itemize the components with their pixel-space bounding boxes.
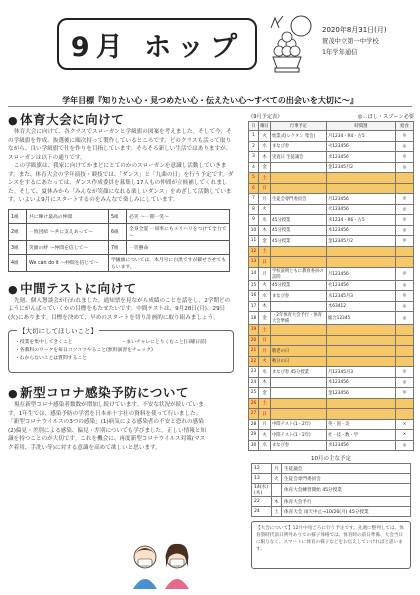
tip-item: ・各教科のワークを毎日コツコツやること(無料演習をチェック) [15, 348, 153, 353]
schedule-cell-g: ◎ [396, 141, 414, 152]
schedule-cell-w: 水 [259, 291, 271, 302]
schedule-cell-e: 45分授業 [271, 236, 327, 247]
table-row: 4組 We can do it ～仲間を信じて～ 学級旗については、本月号に白黒ですが載せさせてもらいます。 [9, 254, 230, 271]
schedule-cell-d: 27 [249, 409, 259, 420]
header-info [322, 25, 418, 58]
schedule-cell-g: ◎ [396, 162, 414, 173]
schedule-row [249, 162, 414, 173]
schedule-title: 《9月予定表》 [248, 114, 283, 120]
schedule-cell-d: 7 [249, 194, 259, 205]
schedule-cell-d: 15 [249, 280, 259, 291]
newsletter-title [57, 18, 257, 70]
tips-list [15, 339, 227, 363]
schedule-cell-d: 10 [249, 225, 259, 236]
september-schedule-table [248, 121, 414, 451]
schedule-cell-e [271, 173, 327, 184]
schedule-cell-w: 水 [259, 440, 271, 451]
schedule-cell-d: 20 [249, 335, 259, 346]
schedule-row [249, 312, 414, 325]
schedule-cell-t [327, 257, 396, 268]
schedule-cell-w: 水 [259, 141, 271, 152]
schedule-cell-e: まなび券 [271, 440, 327, 451]
october-row [252, 474, 411, 484]
schedule-cell-g [396, 173, 414, 184]
schedule-cell-e: 秋分の日 [271, 356, 327, 367]
schedule-cell-w: 木 [259, 377, 271, 388]
schedule-cell-w: 月 [259, 419, 271, 430]
schedule-cell-d: 14 [249, 267, 259, 280]
october-cell-d: 14(水)(木) [252, 484, 272, 497]
schedule-cell-w: 日 [259, 183, 271, 194]
schedule-cell-g: ◎ [396, 440, 414, 451]
schedule-cell-g [396, 246, 414, 257]
schedule-cell-w: 木 [259, 152, 271, 163]
schedule-cell-w: 金 [259, 388, 271, 399]
schedule-cell-d: 12 [249, 246, 259, 257]
schedule-cell-e [271, 388, 327, 399]
schedule-cell-w: 月 [259, 346, 271, 357]
schedule-cell-g [396, 346, 414, 357]
october-row [252, 484, 411, 497]
schedule-cell-t: 金123456 [327, 388, 396, 399]
schedule-cell-e [271, 183, 327, 194]
schedule-row [249, 246, 414, 257]
left-column [8, 110, 234, 452]
schedule-cell-e: まなび券 [271, 141, 327, 152]
schedule-cell-d: 21 [249, 346, 259, 357]
schedule-row [249, 430, 414, 441]
schedule-cell-g: ◎ [396, 377, 414, 388]
schedule-row [249, 346, 414, 357]
schedule-cell-d: 19 [249, 325, 259, 336]
tip-item: ・まいチャレにとりくむこと(日曜日前) [121, 340, 207, 345]
schedule-cell-t [327, 246, 396, 257]
schedule-cell-t: 木123456 [327, 225, 396, 236]
schedule-cell-g: ◎ [396, 152, 414, 163]
issue-label: 1年学年通信 [322, 49, 358, 56]
october-cell-d: 22 [252, 497, 272, 507]
schedule-cell-g: ◎ [396, 291, 414, 302]
schedule-row [249, 367, 414, 378]
schedule-row [249, 131, 414, 142]
schedule-row [249, 236, 414, 247]
schedule-cell-w: 火 [259, 131, 271, 142]
october-cell-e: 体育大会予行 [282, 497, 411, 507]
schedule-cell-e [271, 257, 327, 268]
schedule-cell-e: 中間テスト(1・2年) [271, 419, 327, 430]
schedule-cell-t: 月12345月3 [327, 367, 396, 378]
memo-text: 【大会について】12月中旬ごろに行う予定です。先週に整列しては、体育祭時代前日例外ありでの様子体格では、体育時の前日準備、大会当日に限りなく、スマートに体育の様子などをお伝えしていければと思います。 [256, 526, 404, 552]
tips-box [8, 327, 234, 373]
schedule-cell-g: ◎ [396, 301, 414, 312]
schedule-cell-e [271, 246, 327, 257]
schedule-row [249, 141, 414, 152]
october-cell-d: 13 [252, 474, 272, 484]
schedule-row [249, 356, 414, 367]
schedule-cell-g [396, 335, 414, 346]
schedule-cell-g: ◎ [396, 131, 414, 142]
schedule-row [249, 377, 414, 388]
masked-students-illustration [127, 541, 197, 589]
schedule-row [249, 267, 414, 280]
schedule-cell-w: 月 [259, 267, 271, 280]
october-cell-e: 生徒議会 [282, 464, 411, 474]
october-row [252, 507, 411, 517]
schedule-cell-e: まなび券 [271, 291, 327, 302]
schedule-cell-t: 火123456 [327, 204, 396, 215]
issue-date: 2020年8月31日(月) [322, 26, 387, 34]
schedule-cell-d: 28 [249, 419, 259, 430]
schedule-cell-g: ◎ [396, 367, 414, 378]
october-cell-w [272, 484, 282, 497]
schedule-row [249, 419, 414, 430]
schedule-cell-t [327, 173, 396, 184]
grade-goal: 学年目標『知りたい心・見つめたい心・伝えたい心～すべての出会いを大切に～』 [62, 96, 358, 105]
schedule-cell-t: 社・技・数・学 [327, 430, 396, 441]
schedule-cell-w: 金 [259, 162, 271, 173]
schedule-cell-e [271, 162, 327, 173]
schedule-row [249, 398, 414, 409]
schedule-row [249, 335, 414, 346]
schedule-cell-d: 23 [249, 367, 259, 378]
schedule-cell-w: 金 [259, 312, 271, 325]
schedule-cell-t: 火123456 [327, 141, 396, 152]
schedule-cell-d: 3 [249, 152, 259, 163]
schedule-cell-e [271, 335, 327, 346]
schedule-cell-d: 1 [249, 131, 259, 142]
schedule-cell-e [271, 325, 327, 336]
schedule-cell-w: 水 [259, 215, 271, 226]
schedule-cell-e [271, 204, 327, 215]
schedule-cell-t [327, 346, 396, 357]
schedule-cell-g: ◎ [396, 194, 414, 205]
schedule-row [249, 440, 414, 451]
october-cell-e: 体育大会 雨天中止→10/26(月) 45分授業 [282, 507, 411, 517]
schedule-cell-d: 26 [249, 398, 259, 409]
october-cell-d: 12 [252, 464, 272, 474]
schedule-cell-t: 月1234・R4・古5 [327, 131, 396, 142]
schedule-cell-t [327, 183, 396, 194]
schedule-row [249, 291, 414, 302]
schedule-cell-d: 5 [249, 173, 259, 184]
schedule-cell-t: 水1234・R6・古5 [327, 215, 396, 226]
schedule-cell-g [396, 409, 414, 420]
schedule-cell-e: 敬老の日 [271, 346, 327, 357]
schedule-row [249, 388, 414, 399]
schedule-cell-w: 火 [259, 430, 271, 441]
schedule-cell-e: 始業式(レクタン 集会) [271, 131, 327, 142]
schedule-cell-e: 実査日 生徒議会 [271, 152, 327, 163]
memo-box [251, 521, 411, 569]
table-row: 1組 共に輝け最高の仲間 5組 必笑 ～一期一笑～ [9, 209, 230, 223]
sports-heading: ● 体育大会に向けて [8, 112, 125, 127]
slogan-table [8, 209, 230, 272]
schedule-cell-d: 16 [249, 291, 259, 302]
october-cell-d: 24 [252, 507, 272, 517]
right-column [248, 113, 414, 569]
tips-title: 【大切にしてほしいこと】 [19, 327, 97, 335]
october-schedule-table [251, 463, 411, 517]
schedule-cell-d: 13 [249, 257, 259, 268]
october-cell-w: 土 [272, 507, 282, 517]
schedule-cell-e: まなび券 45分授業 [271, 367, 327, 378]
schedule-cell-g: ◎ [396, 388, 414, 399]
october-cell-w: 月 [272, 464, 282, 474]
sports-paragraph-2: この学級旗は、我家に向けてかまどにとてのかのスローガンを意識し活動していきます。また、体育大会の学年演技・競技では、「ダンス」と「九曲の日」を行う予定です。ダンスをするにあたっては、ダンス作成委員を募集し17人もの仲間が立候補してくれました。そして、夏休みから「みんなが笑顔になれる楽しいダンス」をめざして活動しています。いよいよ9月にスタートするのをみんなで楽しみにしています。 [8, 163, 234, 203]
schedule-row [249, 257, 414, 268]
schedule-cell-g: ◎ [396, 312, 414, 325]
schedule-cell-w: 土 [259, 325, 271, 336]
schedule-cell-t: 火123456 [327, 280, 396, 291]
tip-item: ・授業を集中してきくこと [15, 340, 73, 345]
schedule-row [249, 152, 414, 163]
schedule-cell-w: 日 [259, 335, 271, 346]
schedule-cell-t [327, 398, 396, 409]
schedule-cell-t: 金12345月2 [327, 236, 396, 247]
schedule-cell-w: 土 [259, 173, 271, 184]
october-cell-e: 生徒会専門委員会 [282, 474, 411, 484]
tip-item: ・わからないことは質問すること [15, 356, 87, 361]
schedule-cell-g [396, 356, 414, 367]
schedule-cell-d: 8 [249, 204, 259, 215]
schedule-cell-w: 水 [259, 367, 271, 378]
october-cell-e: 体育大会練習開始 45分授業 [282, 484, 411, 497]
schedule-cell-d: 2 [249, 141, 259, 152]
schedule-cell-w: 金 [259, 236, 271, 247]
midterm-paragraph: 先週、個人懇談会が行われました。通知票を見ながら成績のことを話をし、2学期どのようにがんばっていくかの目標をもたせたいです。中間テストは、9月28日(月)、29日(火)にあります。目標を決めて、早めのスタートを切り計画的に取り組みましょう。 [8, 297, 231, 321]
schedule-cell-t: 水123456 [327, 440, 396, 451]
schedule-cell-t: 月123456 [327, 267, 396, 280]
schedule-cell-d: 24 [249, 377, 259, 388]
schedule-cell-w: 木 [259, 225, 271, 236]
schedule-cell-t: 金12345月2 [327, 162, 396, 173]
school-name: 賀茂中立第一中学校 [322, 38, 379, 45]
schedule-cell-w: 火 [259, 356, 271, 367]
schedule-cell-t [327, 409, 396, 420]
schedule-cell-d: 4 [249, 162, 259, 173]
schedule-cell-d: 6 [249, 183, 259, 194]
schedule-cell-g: ◎ [396, 267, 414, 280]
bullet-icon: ● [8, 387, 19, 400]
schedule-cell-t: 水12345月3 [327, 291, 396, 302]
schedule-cell-t: 木63412 [327, 301, 396, 312]
schedule-cell-w: 火 [259, 204, 271, 215]
schedule-cell-w: 木 [259, 301, 271, 312]
schedule-cell-e: 学校説明ともに教育委員の訪問 [271, 267, 327, 280]
midterm-heading: ● 中間テストに向けて [8, 280, 137, 296]
schedule-cell-t: 水123456 [327, 152, 396, 163]
corona-paragraph: 現在新型コロナ感染者数数が増加し続けています。不安な状況が続いています。1年生では、感染予防の学習を日本赤十字社の資料を使って行いました。「新型コロナウイルスの3つの感染」(1)病気による感染者の不安と恐れの感染(2)偏見・差別による感染、偏見・差別についても学びました。正しい情報と知識を持つことのが大切です。これを機会に、再度新型コロナウイルス対策(マスク着用、手洗い等)に対する意識を高めて欲しいと思います。 [8, 402, 207, 451]
schedule-cell-g: × [396, 419, 414, 430]
schedule-row [249, 215, 414, 226]
schedule-cell-e [271, 409, 327, 420]
schedule-cell-e: 45分授業 [271, 215, 327, 226]
schedule-cell-e: 45分授業 [271, 280, 327, 291]
october-row [252, 464, 411, 474]
schedule-cell-d: 30 [249, 440, 259, 451]
schedule-cell-t: 月123456 [327, 194, 396, 205]
schedule-cell-g: ◎ [396, 215, 414, 226]
schedule-cell-w: 火 [259, 280, 271, 291]
bullet-icon: ● [8, 282, 19, 296]
october-cell-w: 木 [272, 497, 282, 507]
schedule-cell-g [396, 183, 414, 194]
october-body [252, 464, 411, 517]
schedule-cell-g: ◎ [396, 204, 414, 215]
october-cell-w: 火 [272, 474, 282, 484]
schedule-cell-d: 9 [249, 215, 259, 226]
corona-heading: ● 新型コロナ感染予防について [8, 385, 189, 400]
schedule-cell-g: ◎ [396, 225, 414, 236]
schedule-cell-d: 18 [249, 312, 259, 325]
schedule-cell-w: 土 [259, 398, 271, 409]
schedule-cell-w: 日 [259, 257, 271, 268]
schedule-cell-g: × [396, 430, 414, 441]
schedule-row [249, 325, 414, 336]
schedule-cell-e [271, 377, 327, 388]
schedule-row [249, 204, 414, 215]
moon-dumpling-illustration [265, 14, 315, 76]
schedule-cell-t [327, 356, 396, 367]
schedule-cell-e: 中間テスト(1・2年) [271, 430, 327, 441]
schedule-cell-e: ・2年体育大会予行・体育大会準備 [271, 312, 327, 325]
schedule-cell-t: 英・国・美 [327, 419, 396, 430]
schedule-cell-g: ◎ [396, 236, 414, 247]
schedule-cell-w: 月 [259, 194, 271, 205]
schedule-header [248, 113, 414, 120]
october-title: 10月の主な予定 [311, 456, 351, 462]
schedule-cell-e: 45分授業 [271, 225, 327, 236]
schedule-cell-w: 土 [259, 246, 271, 257]
divider [8, 106, 412, 107]
schedule-cell-t: 総合12345 [327, 312, 396, 325]
schedule-cell-e [271, 398, 327, 409]
schedule-cell-d: 22 [249, 356, 259, 367]
schedule-cell-e: 生徒会専門委員会 [271, 194, 327, 205]
schedule-cell-t [327, 335, 396, 346]
bullet-icon: ● [8, 114, 19, 127]
october-row [252, 497, 411, 507]
table-row: 2組 一致団結 ～共に支えあって～ 6組 全身全霊 一同率にもメリハリをつけて全力で～ [9, 223, 230, 240]
schedule-cell-d: 25 [249, 388, 259, 399]
schedule-row [249, 280, 414, 291]
schedule-cell-g [396, 398, 414, 409]
schedule-row [249, 194, 414, 205]
table-row: 3組 笑顔の絆 ～仲間を信じて～ 7組 一笑懸命 [9, 240, 230, 254]
table-header-row: 日 曜日 行事予定 時間割 給食 [249, 122, 414, 131]
title-text: 9月 ホップ [70, 31, 244, 63]
schedule-row [249, 409, 414, 420]
schedule-row [249, 301, 414, 312]
schedule-cell-g [396, 257, 414, 268]
schedule-cell-g [396, 325, 414, 336]
schedule-cell-t: 木123456 [327, 377, 396, 388]
schedule-cell-w: 日 [259, 409, 271, 420]
schedule-body [249, 131, 414, 451]
sports-paragraph-1: 体育大会に向けて、各クラスでスローガンと学級旗の図案を考えました。そして今、その学級旗を作成、抜選後に順次持って製作しているところです。どのクラスも活って取りながら、良い学級旗で仕を作りを目指しています。そろそろ新しい生活ではありますが、スローガンは以下の通りです。 [8, 129, 232, 161]
schedule-legend: ◎…ほし・スプーン必要 [357, 114, 414, 120]
schedule-row [249, 173, 414, 184]
schedule-cell-t [327, 325, 396, 336]
schedule-cell-e [271, 301, 327, 312]
schedule-row [249, 225, 414, 236]
schedule-cell-d: 11 [249, 236, 259, 247]
schedule-cell-d: 17 [249, 301, 259, 312]
schedule-row [249, 183, 414, 194]
schedule-cell-d: 29 [249, 430, 259, 441]
schedule-cell-g: ◎ [396, 280, 414, 291]
